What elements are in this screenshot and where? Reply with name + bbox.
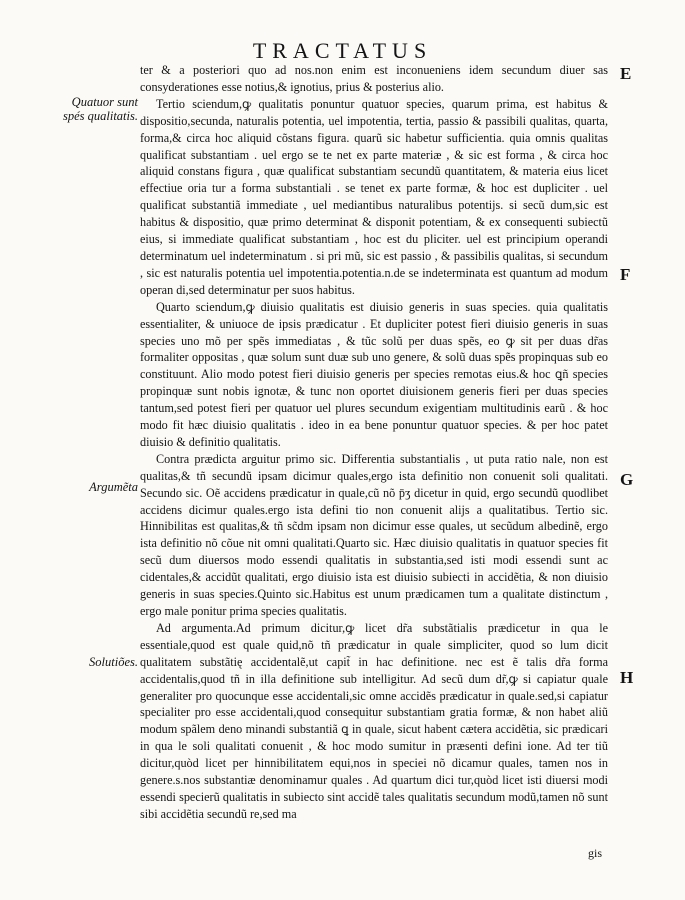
paragraph-continuation: ter & a posteriori quo ad nos.non enim est inconueniens idem secundum diuer sas consyderationes esse notius,& ignotius, prius & posterius alio.: [140, 63, 608, 94]
body-text: [140, 62, 608, 823]
side-note-solutiones: Solutiões.: [89, 655, 138, 669]
paragraph-contra: Contra prædicta arguitur primo sic. Differentia substantialis , ut puta ratio nale, non est qualitas,& tñ secundũ ipsam dicimur quales,ergo ista definitio non conuenit soli qualitati. Secundo sic. Oẽ accidens prædicatur in quale,cũ nõ p̄ʒ dicetur in quid, ergo secundũ quodlibet accidens dicimur quales.ergo ista defini tio non conuenit alijs a qualitatibus. Tertio sic. Hinnibilitas est qualitas,& tñ sc̃dm ipsam non dicimur esse quales, ut secũdum albedinẽ, ergo ista definitio nõ cõue nit omni qualitati.Quarto sic. Hæc diuisio qualitatis in quatuor species fit secũ dum diuersos modo essendi qualitatis in substantia,sed isti modi essendi sunt ac cidentales,& accidũt qualitati, ergo diuisio ista est diuisio subiecti in accidẽtia, & non diuisio generis in suas species.Quinto sic.Habitus est unum prædicamen tum a qualitate distinctum , ergo male ponitur prima species qualitatis.: [140, 451, 608, 618]
paragraph-tertio: Tertio sciendum,ꝙ qualitatis ponuntur quatuor species, quarum prima, est habitus & dispositio,secunda, naturalis potentia, uel impotentia, tertia, passio & passibili qualitas, quarta, forma,& circa hoc aliquid cõstans figura. quarũ sic habetur sufficientia. quia omnis qualitas qualificat substantiam . uel ergo se te net ex parte materiæ , & sic est forma , & circa hoc aliquid constans figura , quæ qualificat substantiam secundũ quantitatem, & materia eius licet effectiue oria tur a forma substantiali . se tenet ex parte formæ, & hoc est dupliciter . uel qualificat substantiã immediate , uel mediantibus naturalibus potentijs. si secũ dum,sic est habitus & dispositio, quæ primo determinat & disponit potentiam, & ex consequenti subiectũ eius, si immediate qualificat substantiam , hoc est du pliciter. uel est principium operandi determinatum uel indeterminatum . si pri mũ, sic est passio , & passibilis qualitas, si secundum , sic est naturalis potentia uel impotentia.potentia.n.de se indeterminata est quantum ad modum operan di,sed determinatur per suos habitus.: [140, 96, 608, 297]
margin-letter-h: H: [620, 668, 634, 687]
side-note-quatuor-species: Quatuor sunt spés qualitatis.: [62, 95, 138, 123]
running-title: TRACTATUS: [252, 38, 433, 63]
margin-letter-f: F: [620, 265, 631, 284]
side-note-argumenta: Argumẽta: [89, 480, 138, 494]
paragraph-quarto: Quarto sciendum,ꝙ diuisio qualitatis est diuisio generis in suas species. quia qualitatis essentialiter, & uniuoce de ipsis prædicatur . Et dupliciter potest fieri diuisio generis in suas species uno mõ per spẽs immediatas , & tũc solũ per duas spẽs, eo ꝙ sit per duas dr̃as formaliter oppositas , quæ solum sunt duæ sub uno genere, & solũ duas spẽs propinquas sub eo constituunt. Alio modo potest fieri diuisio generis per species remotas eius.& hoc ꝗñ species propinquæ sunt nobis ignotæ, & tunc non oportet diuisionem generis fieri per duas species tantum,sed potest fieri per quatuor uel plures secundum exigentiam multitudinis earũ . & hoc modo fit hæc diuisio qualitatis . ideo in ea bene ponuntur quatuor species. & per hoc patet diuisio & definitio qualitatis.: [140, 299, 608, 449]
margin-letter-e: E: [620, 64, 632, 83]
margin-letter-g: G: [620, 470, 634, 489]
catchword: gis: [588, 846, 603, 860]
paragraph-ad-argumenta: Ad argumenta.Ad primum dicitur,ꝙ licet dr̃a substãtialis prædicetur in qua le essentiale,quod est quale quid,nõ tñ prædicatur in quale simpliciter, quod so lum dicit qualitatem substãtię accidentalẽ,ut capit̃ in hac definitione. nec est ẽ talis dr̃a forma accidentalis,quod tñ in illa definitione sub intelligitur. Ad secũ dum dr̃,ꝙ si capiatur quale generaliter pro quocunque esse accidentali,sic omne accidẽs prædicatur in quale.sed,si capiatur specialiter pro esse accidentali,quod consequitur substantiam gratia formæ, & non habet aliũ modum spãlem deno minandi substantiã ꝗ in quale, sicut habent cætera accidẽtia, sic prædicari in qua le soli qualitati conuenit , & hoc modo sumitur in præsenti defini ione. Ad ter tiũ dicitur,quòd licet per hinnibilitatem equi,nos in speciei nõ dicamur quales, tamen nos in genere.s.nos substantiæ denominamur quales . Ad quartum dici tur,quòd licet isti diuersi modi essendi specierũ qualitatis in subiecto sint accidẽ tales qualitatis secundum modũ,tamen nõ sunt sibi accidẽtia secundũ re,sed ma: [140, 620, 608, 821]
